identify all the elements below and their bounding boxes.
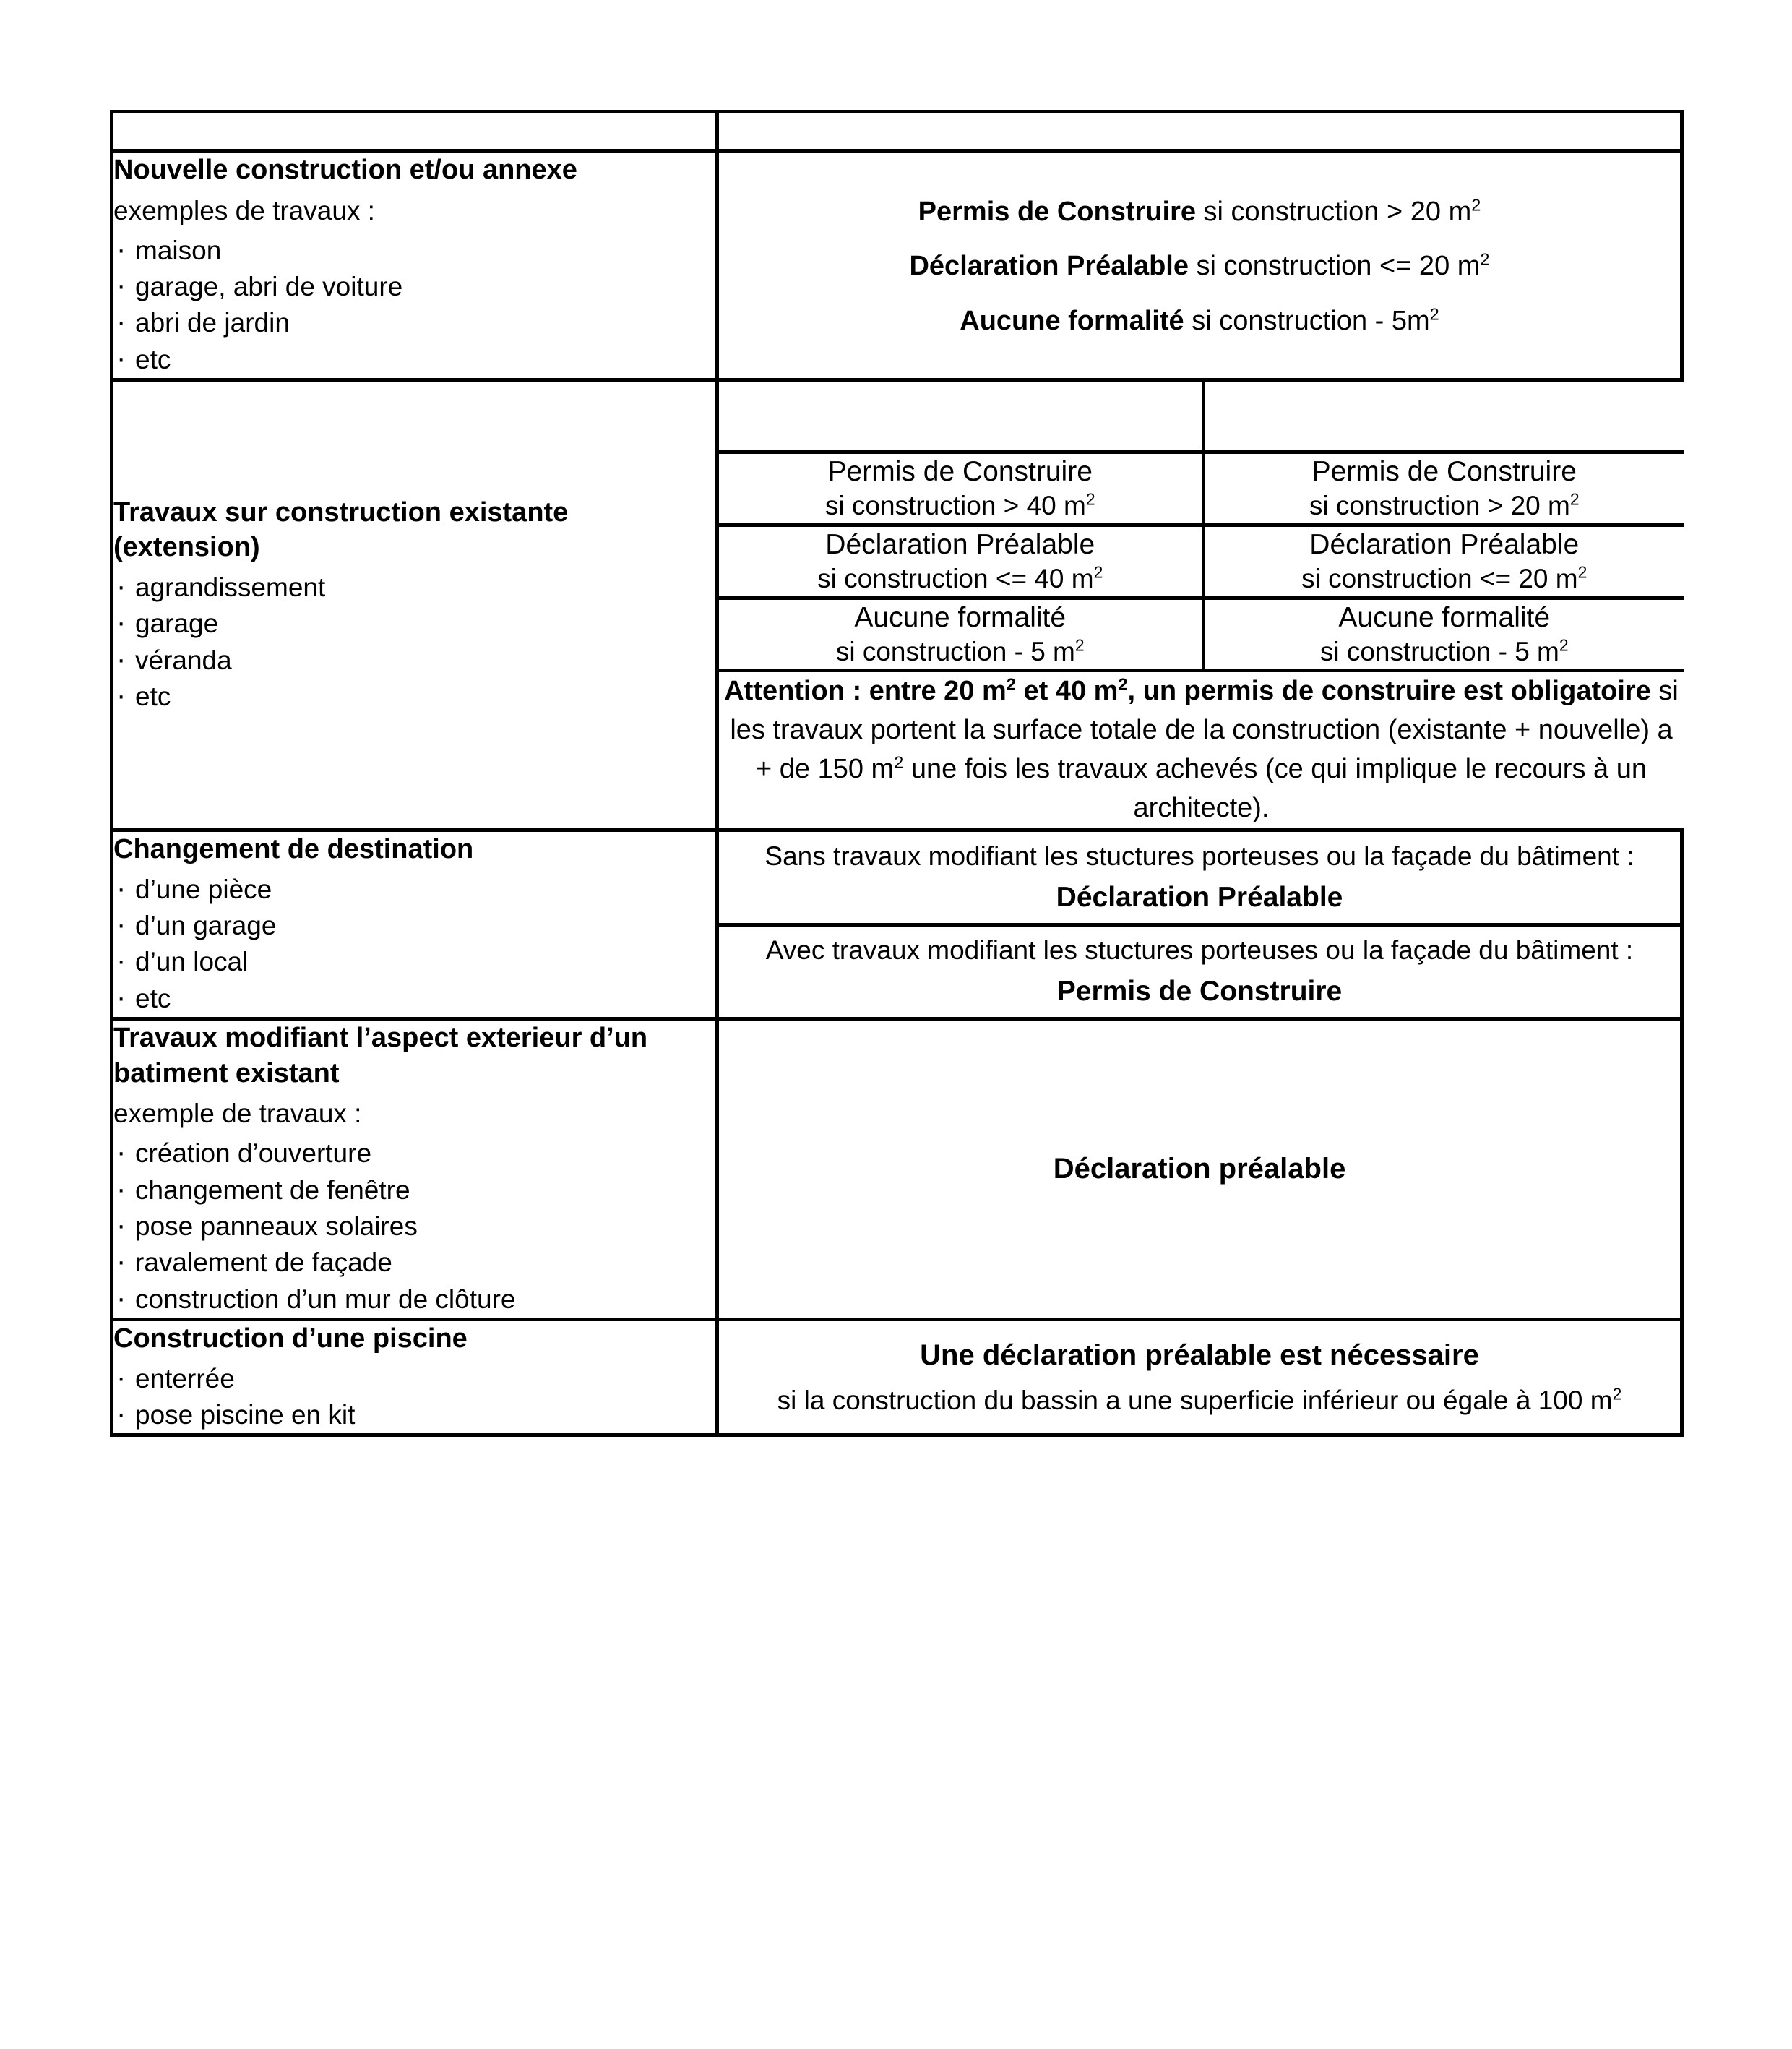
zone-header-zone-u: Parcelle située en Zone U [719,382,1203,452]
unit-exponent: 2 [1118,674,1128,694]
zone-matrix [719,382,1684,828]
row-title: Construction d’une piscine [113,1323,468,1354]
autre-zone-aucune-formalite [1203,598,1684,671]
example-list [113,872,715,1017]
attention-note [719,671,1684,828]
zone-u-aucune-formalite [719,598,1203,671]
list-item: · garage, abri de voiture [113,269,715,305]
row-changement-destination-description [112,830,718,1019]
attention-regular-part: si les travaux portent la surface totale de la construction (existante + nouvelle) a + de 150 m [730,676,1679,785]
requirement-label: Aucune formalité [960,305,1184,336]
autre-zone-declaration-prealable [1203,525,1684,598]
list-item: · d’un local [113,944,715,980]
permits-table [110,110,1684,1437]
row-nouvelle-construction-description [112,151,718,380]
row-title: Travaux sur construction existante (extension) [113,497,569,563]
table-row [112,830,1682,924]
case-result: Permis de Construire [1056,975,1343,1007]
list-item: · etc [113,981,715,1017]
requirement-condition: si construction > 20 $m^2$ [1309,489,1580,521]
header-demande-de-travaux: DEMANDE DE TRAVAUX [718,112,1682,151]
list-item: · garage [113,606,715,642]
list-item: · ravalement de façade [113,1245,715,1281]
requirement-label: Aucune formalité [1338,601,1551,633]
table-header-row [112,112,1682,151]
zone-data-row [719,452,1684,525]
unit-exponent: 2 [1569,489,1580,509]
list-item: · changement de fenêtre [113,1172,715,1208]
piscine-result [718,1319,1682,1435]
changement-case-avec-travaux [718,924,1682,1018]
unit-exponent: 2 [1085,489,1095,509]
zone-matrix-container [718,379,1682,830]
table-row [112,1319,1682,1435]
requirement-condition: si construction - 5 $m^2$ [835,635,1085,666]
changement-case-sans-travaux [718,830,1682,924]
list-item: · etc [113,342,715,378]
row-lead: exemple de travaux : [113,1099,362,1129]
example-list [113,570,715,715]
requirement-label: Déclaration Préalable [825,528,1095,560]
case-condition: Avec travaux modifiant les stuctures porteuses ou la façade du bâtiment : [765,935,1634,966]
zone-data-row [719,525,1684,598]
attention-bold-part: Attention : entre 20 $m^2$ et 40 $m^2$, un permis de construire est obligatoire [724,674,1651,707]
case-result: Déclaration Préalable [1056,881,1343,913]
list-item: · etc [113,679,715,715]
requirement-condition: si construction > 20 m [1196,196,1472,227]
zone-warning-row [719,671,1684,828]
requirement-label: Aucune formalité [854,601,1067,633]
list-item: · agrandissement [113,570,715,606]
row-travaux-existante-description [112,379,718,830]
aspect-exterieur-result: Déclaration préalable [718,1019,1682,1320]
requirement-condition: si construction <= 40 $m^2$ [817,562,1103,593]
unit-exponent: 2 [1612,1384,1622,1404]
zone-header-autre-zone: Parcelle située dans une autre Zone [1203,382,1684,452]
list-item: · pose piscine en kit [113,1397,715,1433]
requirement-label: Permis de Construire [918,196,1196,227]
unit-exponent: 2 [894,752,904,772]
unit-exponent: 2 [1480,249,1490,269]
requirement-line [719,304,1680,339]
table-row [112,1019,1682,1320]
requirement-condition: si construction <= 20 m [1189,251,1481,282]
list-item: · enterrée [113,1361,715,1397]
unit-exponent: 2 [1429,304,1439,324]
attention-regular-tail: une fois les travaux achevés (ce qui implique le recours à un architecte). [903,754,1647,824]
unit-exponent: 2 [1471,195,1481,215]
case-condition: Sans travaux modifiant les stuctures porteuses ou la façade du bâtiment : [764,841,1634,871]
row-lead: exemples de travaux : [113,195,375,225]
list-item: · d’une pièce [113,872,715,908]
requirement-line [719,194,1680,230]
requirement-condition: si construction <= 20 $m^2$ [1301,562,1588,593]
requirement-condition: si construction - 5 $m^2$ [1319,635,1569,666]
list-item: · abri de jardin [113,305,715,341]
table-row [112,151,1682,380]
requirement-condition: si construction > 40 $m^2$ [824,489,1095,521]
example-list [113,233,715,378]
zone-u-declaration-prealable [719,525,1203,598]
row-title: Nouvelle construction et/ou annexe [113,155,577,185]
row-aspect-exterieur-description [112,1019,718,1320]
zone-header-row [719,382,1684,452]
unit-exponent: 2 [1559,635,1569,655]
list-item: · véranda [113,643,715,679]
unit-exponent: 2 [1093,562,1103,582]
header-type-de-travaux: TYPE DE TRAVAUX [112,112,718,151]
requirement-line [719,249,1680,284]
list-item: · pose panneaux solaires [113,1208,715,1245]
zone-u-permis-de-construire [719,452,1203,525]
example-list [113,1135,715,1318]
example-list [113,1361,715,1434]
row-title: Travaux modifiant l’aspect exterieur d’un batiment existant [113,1023,648,1088]
requirement-condition: si construction - 5m [1184,305,1430,336]
list-item: · construction d’un mur de clôture [113,1281,715,1318]
piscine-result-label: Une déclaration préalable est nécessaire [920,1339,1479,1372]
unit-exponent: 2 [1577,562,1588,582]
list-item: · maison [113,233,715,269]
autre-zone-permis-de-construire [1203,452,1684,525]
requirement-label: Déclaration Préalable [909,251,1189,282]
table-row [112,379,1682,830]
row-title: Changement de destination [113,834,474,865]
row-piscine-description [112,1319,718,1435]
requirement-label: Permis de Construire [1311,456,1577,488]
piscine-result-condition: si la construction du bassin a une superficie inférieur ou égale à 100 m [777,1385,1613,1415]
zone-data-row [719,598,1684,671]
row-nouvelle-construction-requirements [718,151,1682,380]
unit-exponent: 2 [1006,674,1016,694]
requirement-label: Déclaration Préalable [1309,528,1580,560]
unit-exponent: 2 [1074,635,1085,655]
list-item: · création d’ouverture [113,1135,715,1172]
list-item: · d’un garage [113,908,715,944]
requirement-label: Permis de Construire [827,456,1093,488]
